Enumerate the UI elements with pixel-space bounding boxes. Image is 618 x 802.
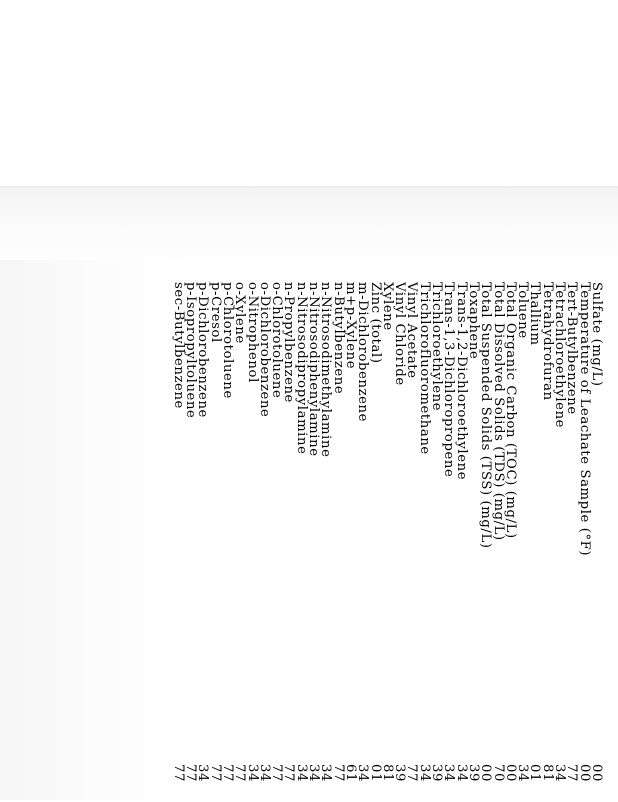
parameter-name: Thallium bbox=[527, 282, 543, 346]
parameter-code: 77 bbox=[220, 764, 235, 782]
parameter-name: Total Suspended Solids (TSS) (mg/L) bbox=[478, 282, 494, 549]
parameter-name: o-Xylene bbox=[232, 282, 248, 344]
parameter-name: Trichlorofluoromethane bbox=[416, 282, 432, 455]
parameter-code: 34 bbox=[256, 764, 272, 782]
parameter-code: 61 bbox=[343, 764, 358, 782]
parameter-code: 70 bbox=[490, 764, 506, 782]
parameter-name: Total Organic Carbon (TOC) (mg/L) bbox=[502, 282, 518, 539]
parameter-code: 77 bbox=[281, 764, 297, 782]
parameter-name: sec-Butylbenzene bbox=[170, 282, 186, 409]
parameter-name: Zinc (total) bbox=[367, 282, 383, 364]
parameter-name: Toluene bbox=[515, 282, 531, 339]
parameter-name: n-Nitrosodiphenylamine bbox=[306, 282, 322, 457]
parameter-code: 00 bbox=[502, 764, 518, 782]
parameter-name: Vinyl Acetate bbox=[404, 282, 420, 379]
parameter-name: Vinyl Chloride bbox=[392, 282, 408, 386]
parameter-name: n-Nitrosodipropylamine bbox=[293, 282, 309, 455]
parameter-name: p-Cresol bbox=[207, 282, 223, 343]
parameter-name: n-Butylbenzene bbox=[330, 282, 346, 395]
parameter-code: 39 bbox=[466, 764, 481, 782]
parameter-name: m+p-Xylene bbox=[343, 282, 358, 370]
parameter-name: Xylene bbox=[379, 282, 395, 331]
parameter-name: n-Propylbenzene bbox=[281, 282, 297, 403]
parameter-code: 34 bbox=[195, 764, 211, 782]
parameter-code: 81 bbox=[379, 764, 395, 782]
parameter-name: Sulfate (mg/L) bbox=[589, 282, 604, 387]
parameter-name: Trichloroethylene bbox=[429, 282, 445, 412]
parameter-code: 34 bbox=[441, 764, 457, 782]
parameter-code: 34 bbox=[552, 764, 568, 782]
parameter-code: 34 bbox=[318, 764, 334, 782]
parameter-code: 39 bbox=[392, 764, 408, 782]
parameter-code: 34 bbox=[515, 764, 531, 782]
parameter-code: 81 bbox=[539, 764, 555, 782]
parameter-name: Trans-1,3-Dichloropropene bbox=[441, 282, 457, 478]
parameter-name: n-Nitrosodimethylamine bbox=[318, 282, 334, 458]
parameter-name: p-Dichlorobenzene bbox=[195, 282, 211, 418]
parameter-list bbox=[170, 282, 604, 802]
parameter-name: Tetrahydrofuran bbox=[539, 282, 555, 401]
parameter-name: o-Dichlorobenzene bbox=[256, 282, 272, 418]
parameter-code: 77 bbox=[330, 764, 346, 782]
parameter-code: 77 bbox=[269, 764, 285, 782]
scan-shadow bbox=[0, 260, 180, 800]
parameter-code: 01 bbox=[527, 764, 543, 782]
parameter-name: m-Dichlorobenzene bbox=[355, 282, 371, 423]
parameter-code: 00 bbox=[589, 764, 604, 782]
parameter-code: 34 bbox=[306, 764, 322, 782]
parameter-name: p-Isopropyltoluene bbox=[183, 282, 199, 419]
parameter-code: 00 bbox=[576, 764, 592, 782]
parameter-code: 77 bbox=[183, 764, 199, 782]
parameter-code: 77 bbox=[207, 764, 223, 782]
parameter-code: 01 bbox=[367, 764, 383, 782]
parameter-name: Tert-Butylbenzene bbox=[564, 282, 580, 415]
scan-edge-line bbox=[0, 186, 618, 188]
parameter-name: Trans-1,2-Dichloroethylene bbox=[453, 282, 469, 481]
parameter-code: 34 bbox=[293, 764, 309, 782]
parameter-code: 34 bbox=[453, 764, 469, 782]
parameter-name: Temperature of Leachate Sample (°F) bbox=[576, 282, 592, 557]
parameter-code: 34 bbox=[355, 764, 371, 782]
parameter-code: 34 bbox=[416, 764, 432, 782]
parameter-name: Tetrachloroethylene bbox=[552, 282, 568, 429]
parameter-name: o-Nitrophenol bbox=[244, 282, 260, 383]
parameter-name: Toxaphene bbox=[466, 282, 481, 360]
parameter-name: p-Chlorotoluene bbox=[220, 282, 235, 399]
parameter-name: Total Dissolved Solids (TDS) (mg/L) bbox=[490, 282, 506, 541]
parameter-name: o-Chlorotoluene bbox=[269, 282, 285, 399]
parameter-code: 77 bbox=[404, 764, 420, 782]
parameter-code: 77 bbox=[564, 764, 580, 782]
parameter-code: 77 bbox=[170, 764, 186, 782]
parameter-code: 00 bbox=[478, 764, 494, 782]
parameter-code: 34 bbox=[244, 764, 260, 782]
parameter-code: 39 bbox=[429, 764, 445, 782]
parameter-code: 77 bbox=[232, 764, 248, 782]
